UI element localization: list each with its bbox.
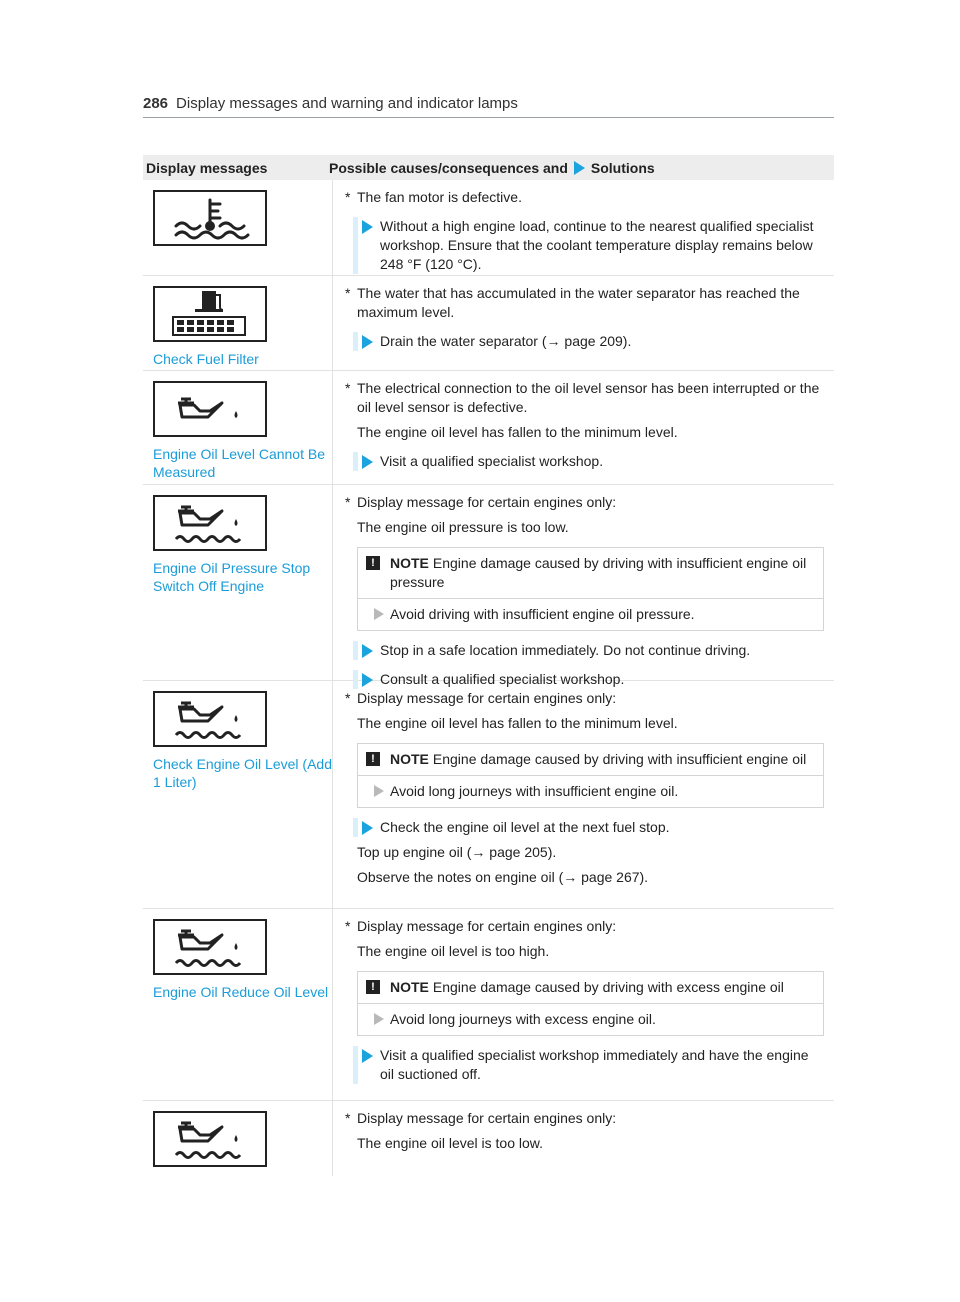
coolant-fan-icon <box>153 190 267 246</box>
follow-up-text: Top up engine oil (→ page 205). <box>357 844 557 860</box>
note-step: Avoid long journeys with insufficient engine oil. <box>390 783 679 799</box>
note-text: Engine damage caused by driving with insufficient engine oil pressure <box>390 555 807 590</box>
cause-text: The fan motor is defective. <box>357 189 522 205</box>
play-arrow-icon <box>358 217 380 274</box>
warning-icon: ! <box>366 752 380 766</box>
play-arrow-icon <box>358 452 380 471</box>
oil-level-too-low-icon <box>153 1111 267 1167</box>
column-header-causes-text: Possible causes/consequences and <box>329 159 568 176</box>
play-arrow-icon <box>358 818 380 837</box>
cause-cell: * Display message for certain engines only: The engine oil pressure is too low. ! NOTE Engine damage caused by driving with insufficient engine oil pressure Avoid driving with insufficient engine oil pressure. Stop in a safe location immediately. Do not continue driving. Consult a qualified specialist workshop. <box>333 485 834 680</box>
play-arrow-icon <box>358 670 380 689</box>
table-row <box>143 485 834 687</box>
message-cell <box>143 1101 333 1176</box>
play-arrow-icon <box>366 605 390 624</box>
display-message: Check Fuel Filter <box>153 351 259 367</box>
cause-extra: The engine oil pressure is too low. <box>357 519 569 535</box>
play-arrow-icon <box>358 1046 380 1084</box>
cause-extra: The engine oil level has fallen to the minimum level. <box>357 715 678 731</box>
cause-extra: The engine oil level has fallen to the minimum level. <box>357 424 678 440</box>
page-number: 286 <box>143 95 169 112</box>
play-arrow-icon <box>574 161 585 175</box>
solution-step: Without a high engine load, continue to the nearest qualified specialist workshop. Ensure that the coolant temperature display remains below 248 °F (120 °C). <box>345 217 824 274</box>
table-row <box>143 371 834 485</box>
message-cell <box>143 180 333 275</box>
display-message: Engine Oil Reduce Oil Level <box>153 984 329 1000</box>
table-header <box>143 155 834 180</box>
message-cell <box>143 276 333 370</box>
cause-text: Display message for certain engines only: <box>357 494 617 510</box>
solution-step: Visit a qualified specialist workshop. <box>345 452 824 471</box>
cause-text: Display message for certain engines only: <box>357 690 617 706</box>
message-cell <box>143 485 333 680</box>
display-message: Check Engine Oil Level (Add 1 Liter) <box>153 756 332 790</box>
solution-step: Consult a qualified specialist workshop. <box>345 670 824 689</box>
play-arrow-icon <box>366 1010 390 1029</box>
cause-cell: * The water that has accumulated in the water separator has reached the maximum level. Drain the water separator (→ page 209). <box>333 276 834 370</box>
note-heading: NOTE <box>390 555 429 571</box>
fuel-filter-icon <box>153 286 267 342</box>
table-row <box>143 681 834 909</box>
message-cell <box>143 681 333 908</box>
oil-level-low-icon <box>153 691 267 747</box>
cause-text: Display message for certain engines only: <box>357 1110 617 1126</box>
message-cell <box>143 371 333 484</box>
play-arrow-icon <box>358 641 380 660</box>
cause-cell: * Display message for certain engines only: The engine oil level has fallen to the minimum level. ! NOTE Engine damage caused by driving with insufficient engine oil Avoid long journeys with insufficient engine oil. Check the engine oil level at the next fuel stop. Top up engine oil (→ page 205). Observe the notes on engine oil (→ page 267). <box>333 681 834 908</box>
display-messages-table <box>143 155 834 1176</box>
page-title: Display messages and warning and indicator lamps <box>176 95 518 112</box>
note-box <box>357 547 824 631</box>
oil-level-high-icon <box>153 919 267 975</box>
solution-step: Visit a qualified specialist workshop immediately and have the engine oil suctioned off. <box>345 1046 824 1084</box>
follow-up-text: Observe the notes on engine oil (→ page 267). <box>357 869 649 885</box>
table-row <box>143 909 834 1101</box>
warning-icon: ! <box>366 980 380 994</box>
page-header <box>143 95 518 112</box>
message-cell <box>143 909 333 1100</box>
cause-cell: * The electrical connection to the oil level sensor has been interrupted or the oil level sensor is defective. The engine oil level has fallen to the minimum level. Visit a qualified specialist workshop. <box>333 371 834 484</box>
table-row <box>143 1101 834 1176</box>
play-arrow-icon <box>366 782 390 801</box>
solution-step: Drain the water separator (→ page 209). <box>345 332 824 351</box>
warning-icon: ! <box>366 556 380 570</box>
table-row <box>143 180 834 276</box>
note-step: Avoid long journeys with excess engine oil. <box>390 1011 656 1027</box>
note-text: Engine damage caused by driving with excess engine oil <box>432 979 784 995</box>
oil-can-icon <box>153 381 267 437</box>
note-heading: NOTE <box>390 751 429 767</box>
display-message: Engine Oil Pressure Stop Switch Off Engine <box>153 560 311 594</box>
play-arrow-icon <box>358 332 380 351</box>
cause-cell: * Display message for certain engines only: The engine oil level is too high. ! NOTE Engine damage caused by driving with excess engine oil Avoid long journeys with excess engine oil. Visit a qualified specialist workshop immediately and have the engine oil suctioned off. <box>333 909 834 1100</box>
cause-text: Display message for certain engines only: <box>357 918 617 934</box>
cause-cell: * The fan motor is defective. Without a high engine load, continue to the nearest qualified specialist workshop. Ensure that the coolant temperature display remains below 248 °F (120 °C). <box>333 180 834 275</box>
cause-text: The water that has accumulated in the water separator has reached the maximum level. <box>357 285 800 320</box>
table-row <box>143 276 834 371</box>
oil-pressure-icon <box>153 495 267 551</box>
solution-step: Check the engine oil level at the next fuel stop. <box>345 818 824 837</box>
header-divider <box>143 117 834 118</box>
cause-cell: * Display message for certain engines only: The engine oil level is too low. <box>333 1101 834 1176</box>
cause-extra: The engine oil level is too low. <box>357 1135 543 1151</box>
note-box <box>357 743 824 808</box>
cause-text: The electrical connection to the oil level sensor has been interrupted or the oil level sensor is defective. <box>357 380 820 415</box>
note-box <box>357 971 824 1036</box>
display-message: Engine Oil Level Cannot Be Measured <box>153 446 325 480</box>
cause-extra: The engine oil level is too high. <box>357 943 550 959</box>
column-header-solutions-text: Solutions <box>590 159 655 176</box>
note-step: Avoid driving with insufficient engine oil pressure. <box>390 606 695 622</box>
column-header-messages: Display messages <box>146 159 268 176</box>
note-text: Engine damage caused by driving with insufficient engine oil <box>432 751 807 767</box>
solution-step: Stop in a safe location immediately. Do not continue driving. <box>345 641 824 660</box>
note-heading: NOTE <box>390 979 429 995</box>
column-header-causes <box>319 160 834 176</box>
